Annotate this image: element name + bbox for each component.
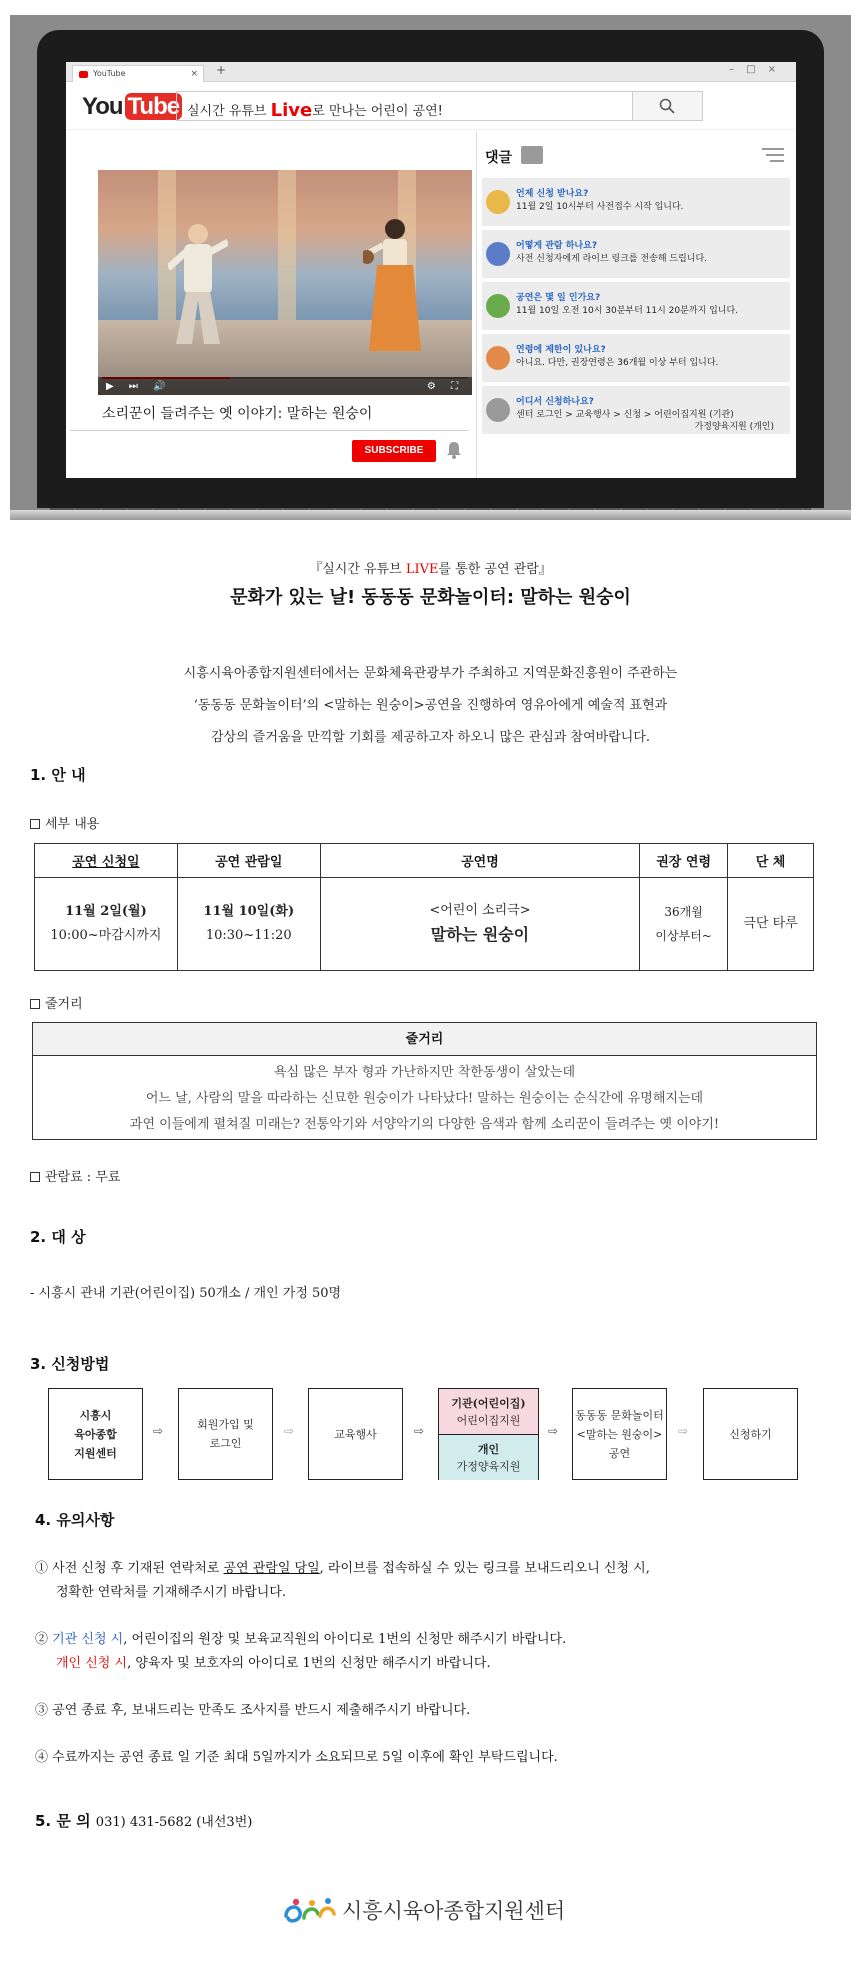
- play-controls-icon[interactable]: ▶ ⏭ 🔊: [106, 381, 172, 392]
- avatar-icon: [486, 398, 510, 422]
- synopsis-line: 과연 이들에게 펼쳐질 미래는? 전통악기와 서양악기의 다양한 음색과 함께 소리꾼이 들려주는 옛 이야기!: [129, 1117, 720, 1132]
- intro-line: 감상의 즐거움을 만끽할 기회를 제공하고자 하오니 많은 관심과 참여바랍니다.: [210, 730, 651, 745]
- flow-type-individual: [439, 1435, 538, 1480]
- target-text: - 시흥시 관내 기관(어린이집) 50개소 / 개인 가정 50명: [30, 1286, 342, 1301]
- info-table-header-row: [35, 844, 814, 878]
- flow-step3-text: 교육행사: [334, 1427, 377, 1441]
- video-backdrop-stripe: [278, 170, 296, 320]
- section-5-title: 5. 문 의: [35, 1812, 91, 1830]
- video-player[interactable]: [98, 170, 472, 395]
- checkbox-square-icon: [30, 999, 40, 1009]
- detail-label: [30, 813, 99, 832]
- intro-line: 시흥시육아종합지원센터에서는 문화체육관광부가 주최하고 지역문화진흥원이 주관하는: [183, 666, 678, 681]
- view-date: 11월 10일(화): [203, 904, 295, 919]
- comment-bubble-icon: [521, 146, 543, 164]
- section-4-heading: 4. 유의사항: [35, 1511, 115, 1529]
- flow-step5-line: 공연: [608, 1446, 631, 1460]
- doc-subtitle: [0, 558, 861, 577]
- footer-center-name: 시흥시육아종합지원센터: [342, 1899, 566, 1923]
- cell-apply: [35, 878, 178, 971]
- intro-paragraph: [0, 658, 861, 754]
- youtube-favicon-icon: [79, 71, 88, 78]
- cell-age: [640, 878, 728, 971]
- synopsis-line: 욕심 많은 부자 형과 가난하지만 착한동생이 살았는데: [273, 1065, 576, 1080]
- flow-step-login: [178, 1388, 273, 1480]
- comment-question: 어떻게 관람 하나요?: [516, 241, 598, 251]
- note-1-b: , 라이브를 접속하실 수 있는 링크를 보내드리오니 신청 시,: [319, 1561, 650, 1576]
- flow-step-submit: [703, 1388, 798, 1480]
- bell-icon[interactable]: [446, 441, 462, 459]
- info-table: [34, 843, 814, 971]
- comment-answer-cont: 가정양육지원 (개인): [694, 422, 774, 432]
- synopsis-body: [33, 1056, 816, 1138]
- cell-show: [320, 878, 639, 971]
- comment-answer: 센터 로그인 > 교육행사 > 신청 > 어린이집지원 (기관): [516, 410, 734, 420]
- video-divider: [70, 430, 468, 431]
- subtitle-post: 를 통한 공연 관람』: [438, 562, 552, 577]
- note-1-c: 정확한 연락처를 기재해주시기 바랍니다.: [56, 1585, 287, 1600]
- note-1: [35, 1557, 650, 1605]
- section-3-heading: 3. 신청방법: [30, 1355, 110, 1373]
- fee-text: 관람료 : 무료: [45, 1170, 121, 1185]
- flow-step-show: [572, 1388, 667, 1480]
- laptop-base: [10, 510, 851, 520]
- section-1-heading: 1. 안 내: [30, 766, 86, 784]
- flow-arrow-icon: ⇨: [678, 1424, 689, 1438]
- comment-item: [482, 230, 790, 278]
- search-button[interactable]: [632, 92, 702, 120]
- header-show-name: 공연명: [320, 844, 639, 878]
- comment-question: 언제 신청 받나요?: [516, 189, 589, 199]
- search-text-after: 로 만나는 어린이 공연!: [312, 104, 443, 119]
- subscribe-button[interactable]: SUBSCRIBE: [352, 440, 436, 462]
- synopsis-line: 어느 날, 사람의 말을 따라하는 신묘한 원숭이가 나타났다! 말하는 원숭이는 순식간에 유명해지는데: [145, 1091, 704, 1106]
- flow-step6-text: 신청하기: [729, 1427, 772, 1441]
- comment-item: [482, 386, 790, 434]
- avatar-icon: [486, 346, 510, 370]
- contact-phone: 031) 431-5682 (내선3번): [95, 1815, 253, 1830]
- note-1-underline: 공연 관람일 당일: [223, 1561, 320, 1576]
- age-line-1: 36개월: [664, 905, 703, 919]
- flow-arrow-icon: ⇨: [414, 1424, 425, 1438]
- search-text-before: 실시간 유튜브: [187, 104, 271, 119]
- avatar-icon: [486, 294, 510, 318]
- comment-question: 연령에 제한이 있나요?: [516, 345, 606, 355]
- flow-step1-line: 지원센터: [74, 1446, 117, 1460]
- logo-tube: Tube: [125, 93, 183, 120]
- note-1-a: ① 사전 신청 후 기재된 연락처로: [35, 1561, 224, 1576]
- comment-question: 공연은 몇 일 인가요?: [516, 293, 601, 303]
- flow-type-institution: [439, 1389, 538, 1435]
- performer-figure: [363, 215, 423, 355]
- tab-close-icon[interactable]: ×: [190, 69, 198, 79]
- comment-item: [482, 178, 790, 226]
- comment-question: 어디서 신청하나요?: [516, 397, 594, 407]
- video-title: 소리꾼이 들려주는 옛 이야기: 말하는 원숭이: [102, 406, 373, 422]
- note-2-a: , 어린이집의 원장 및 보육교직원의 아이디로 1번의 신청만 해주시기 바랍니다.: [123, 1632, 567, 1647]
- apply-time: 10:00~마감시까지: [50, 928, 162, 943]
- synopsis-label-text: 줄거리: [45, 997, 83, 1012]
- flow-step-event: [308, 1388, 403, 1480]
- flow-step2-line: 회원가입 및: [197, 1418, 254, 1431]
- checkbox-square-icon: [30, 819, 40, 829]
- comments-title: 댓글: [485, 150, 513, 166]
- video-control-bar: [98, 377, 472, 395]
- show-subtitle: <어린이 소리극>: [429, 903, 531, 918]
- cell-group: 극단 타루: [728, 878, 814, 971]
- new-tab-button[interactable]: +: [216, 63, 227, 77]
- section-2-heading: 2. 대 상: [30, 1228, 86, 1246]
- intro-line: ‘동동동 문화놀이터’의 <말하는 원숭이>공연을 진행하여 영유아에게 예술적 표현과: [193, 698, 668, 713]
- age-line-2: 이상부터~: [655, 929, 712, 943]
- window-controls[interactable]: –□×: [729, 64, 788, 75]
- comment-answer: 11월 10일 오전 10시 30분부터 11시 20분까지 입니다.: [516, 306, 739, 316]
- doc-title: 문화가 있는 날! 동동동 문화놀이터: 말하는 원숭이: [230, 587, 631, 608]
- search-icon: [659, 98, 675, 114]
- flow-step-center: [48, 1388, 143, 1480]
- info-table-row: [35, 878, 814, 971]
- header-age: 권장 연령: [640, 844, 728, 878]
- subtitle-pre: 『실시간 유튜브: [309, 562, 406, 577]
- header-apply-date: [35, 844, 178, 878]
- flow-step5-line: <말하는 원숭이>: [576, 1427, 663, 1441]
- detail-label-text: 세부 내용: [45, 817, 100, 832]
- flow-arrow-icon: ⇨: [284, 1424, 295, 1438]
- comment-item: [482, 334, 790, 382]
- fee-label: [30, 1166, 120, 1185]
- youtube-logo[interactable]: [82, 93, 182, 121]
- view-time: 10:30~11:20: [205, 928, 292, 943]
- note-2-num: ②: [35, 1632, 53, 1647]
- comment-item: [482, 282, 790, 330]
- logo-you: You: [82, 93, 123, 120]
- comment-answer: 아니요. 다만, 권장연령은 36개월 이상 부터 입니다.: [516, 358, 719, 368]
- note-2-institution: 기관 신청 시: [52, 1632, 124, 1647]
- note-4: ④ 수료까지는 공연 종료 일 기준 최대 5일까지가 소요되므로 5일 이후에 확인 부탁드립니다.: [35, 1750, 558, 1765]
- checkbox-square-icon: [30, 1172, 40, 1182]
- comment-answer: 사전 신청자에게 라이브 링크를 전송해 드립니다.: [516, 254, 708, 264]
- section-5-heading: [35, 1810, 252, 1831]
- show-name: 말하는 원숭이: [430, 925, 530, 944]
- flow-step5-line: 동동동 문화놀이터: [575, 1408, 664, 1422]
- center-logo-icon: [282, 1894, 338, 1926]
- sort-icon[interactable]: [762, 148, 784, 162]
- note-2: [35, 1628, 566, 1676]
- institution-sub: 어린이집지원: [456, 1414, 521, 1427]
- hero-image: [10, 15, 851, 520]
- youtube-header: [66, 82, 796, 130]
- tab-label: YouTube: [93, 69, 126, 78]
- flow-arrow-icon: ⇨: [153, 1424, 164, 1438]
- flow-step1-line: 시흥시: [79, 1408, 112, 1422]
- header-group: 단 체: [728, 844, 814, 878]
- apply-date: 11월 2일(월): [65, 904, 147, 919]
- individual-sub: 가정양육지원: [456, 1460, 521, 1473]
- browser-tab[interactable]: [72, 65, 204, 82]
- institution-title: 기관(어린이집): [451, 1397, 526, 1410]
- avatar-icon: [486, 190, 510, 214]
- flow-step2-line: 로그인: [209, 1437, 242, 1450]
- performer-figure: [168, 220, 228, 350]
- flow-step1-line: 육아종합: [74, 1427, 117, 1441]
- synopsis-head: 줄거리: [33, 1023, 816, 1056]
- comments-panel: [476, 131, 796, 478]
- note-1-line: [35, 1557, 650, 1581]
- header-view-date: 공연 관람일: [177, 844, 320, 878]
- subtitle-live: LIVE: [405, 562, 439, 577]
- note-2-b: , 양육자 및 보호자의 아이디로 1번의 신청만 해주시기 바랍니다.: [127, 1656, 491, 1671]
- browser-tabbar: [66, 62, 796, 82]
- individual-title: 개인: [477, 1443, 500, 1456]
- cell-view: [177, 878, 320, 971]
- synopsis-box: [32, 1022, 817, 1140]
- avatar-icon: [486, 242, 510, 266]
- note-2-line: [35, 1652, 566, 1676]
- browser-window: [66, 62, 796, 478]
- search-text-live: Live: [270, 100, 313, 121]
- search-query: [187, 99, 443, 120]
- flow-step-apply-type: [438, 1388, 539, 1480]
- synopsis-label: [30, 993, 83, 1012]
- search-box[interactable]: [176, 91, 703, 121]
- header-apply-date-text: 공연 신청일: [72, 855, 140, 870]
- comment-answer: 11월 2일 10시부터 사전접수 시작 입니다.: [516, 202, 684, 212]
- settings-fullscreen-icon[interactable]: ⚙ ⛶: [426, 381, 464, 392]
- note-3: ③ 공연 종료 후, 보내드리는 만족도 조사지를 반드시 제출해주시기 바랍니다.: [35, 1703, 471, 1718]
- note-2-individual: 개인 신청 시: [56, 1656, 128, 1671]
- flow-arrow-icon: ⇨: [548, 1424, 559, 1438]
- note-2-line: [35, 1628, 566, 1652]
